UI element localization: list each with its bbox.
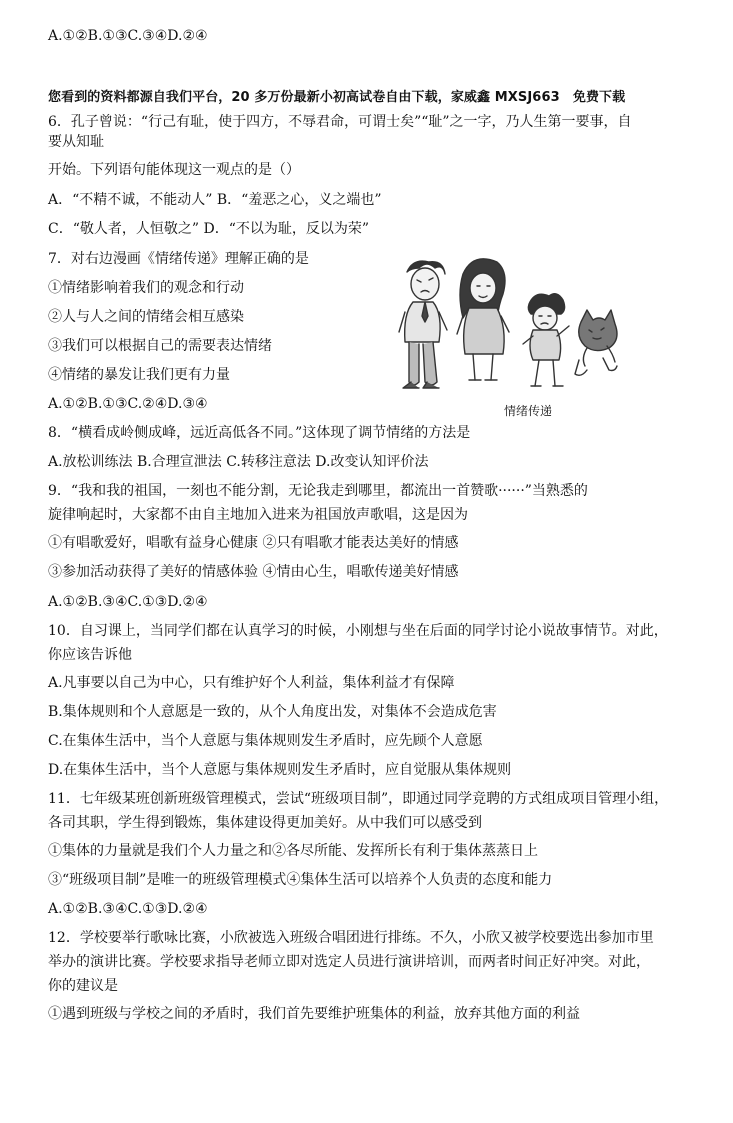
q9-stem-line2: 旋律响起时，大家都不由自主地加入进来为祖国放声歌唱，这是因为 [48,507,468,523]
q11-stem-line2: 各司其职，学生得到锻炼，集体建设得更加美好。从中我们可以感受到 [48,815,482,831]
promo-banner: 您看到的资料都源自我们平台，20 多万份最新小初高试卷自由下载，家威鑫 MXSJ663 免费下载 [48,90,626,105]
q10-option-d: D.在集体生活中，当个人意愿与集体规则发生矛盾时，应自觉服从集体规则 [48,762,512,778]
q12-stem-line2: 举办的演讲比赛。学校要求指导老师立即对选定人员进行演讲培训，而两者时间正好冲突。对此， [48,954,650,970]
q11-stem-line1: 11．七年级某班创新班级管理模式，尝试“班级项目制”，即通过同学竞聘的方式组成项目管理小组， [48,791,669,807]
q9-stem-line1: 9．“我和我的祖国，一刻也不能分割，无论我走到哪里，都流出一首赞歌······”当熟悉的 [48,483,588,499]
q8-stem: 8．“横看成岭侧成峰，远近高低各不同。”这体现了调节情绪的方法是 [48,425,471,441]
q9-items-12: ①有唱歌爱好，唱歌有益身心健康 ②只有唱歌才能表达美好的情感 [48,535,459,551]
q9-options: A.①②B.③④C.①③D.②④ [48,594,208,610]
q12-item-1: ①遇到班级与学校之间的矛盾时，我们首先要维护班集体的利益，放弃其他方面的利益 [48,1006,580,1022]
q10-option-b: B.集体规则和个人意愿是一致的，从个人角度出发，对集体不会造成危害 [48,704,497,720]
q11-options: A.①②B.③④C.①③D.②④ [48,901,208,917]
q6-stem-line3: 开始。下列语句能体现这一观点的是（） [48,162,300,178]
cartoon-caption: 情绪传递 [504,404,553,418]
q7-item-2: ②人与人之间的情绪会相互感染 [48,309,244,325]
q6-options-cd: C．“敬人者，人恒敬之” D．“不以为耻，反以为荣” [48,221,370,237]
q12-stem-line1: 12．学校要举行歌咏比赛，小欣被选入班级合唱团进行排练。不久，小欣又被学校要选出参加市里 [48,930,654,946]
family-emotion-cartoon-icon [397,250,621,400]
q5-options: A.①②B.①③C.③④D.②④ [48,28,208,44]
q10-option-c: C.在集体生活中，当个人意愿与集体规则发生矛盾时，应先顾个人意愿 [48,733,483,749]
q9-items-34: ③参加活动获得了美好的情感体验 ④情由心生，唱歌传递美好情感 [48,564,459,580]
q10-option-a: A.凡事要以自己为中心，只有维护好个人利益，集体利益才有保障 [48,675,455,691]
q11-items-12: ①集体的力量就是我们个人力量之和②各尽所能、发挥所长有利于集体蒸蒸日上 [48,843,538,859]
q10-stem-line2: 你应该告诉他 [48,647,132,663]
q6-stem-line1: 6．孔子曾说：“行己有耻，使于四方，不辱君命，可谓士矣”“耻”之一字，乃人生第一要事，自 [48,114,632,130]
q7-options: A.①②B.①③C.②④D.③④ [48,396,208,412]
q6-options-ab: A．“不精不诚，不能动人” B．“羞恶之心，义之端也” [48,192,382,208]
q8-options: A.放松训练法 B.合理宣泄法 C.转移注意法 D.改变认知评价法 [48,454,429,470]
q6-stem-line2: 要从知耻 [48,134,104,150]
q7-stem: 7．对右边漫画《情绪传递》理解正确的是 [48,251,309,267]
q7-item-1: ①情绪影响着我们的观念和行动 [48,280,244,296]
q11-items-34: ③“班级项目制”是唯一的班级管理模式④集体生活可以培养个人负责的态度和能力 [48,872,553,888]
q7-item-3: ③我们可以根据自己的需要表达情绪 [48,338,272,354]
q10-stem-line1: 10．自习课上，当同学们都在认真学习的时候，小刚想与坐在后面的同学讨论小说故事情节。对此， [48,623,668,639]
q7-item-4: ④情绪的暴发让我们更有力量 [48,367,230,383]
q12-stem-line3: 你的建议是 [48,978,118,994]
